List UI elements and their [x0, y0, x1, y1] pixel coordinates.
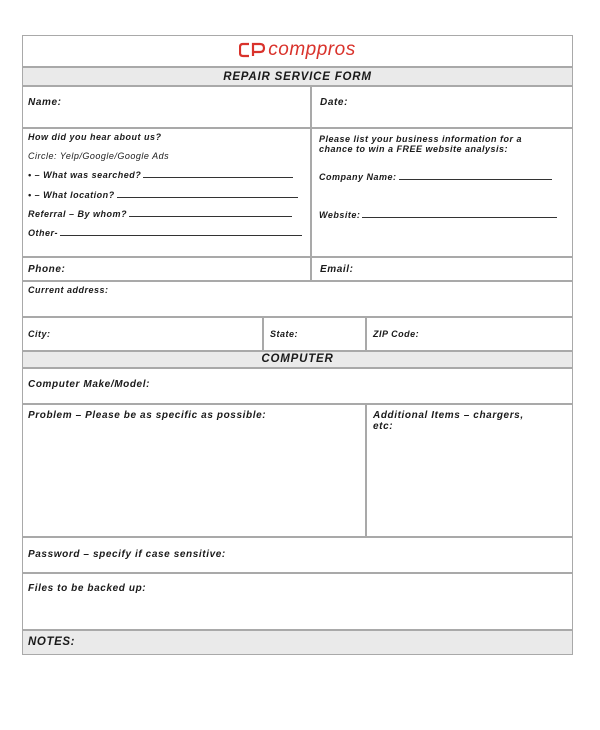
- state-label: State:: [270, 329, 299, 339]
- company-name-field[interactable]: [319, 172, 552, 182]
- form-title: REPAIR SERVICE FORM: [223, 71, 372, 83]
- page-margin-top: [0, 0, 600, 18]
- logo-row: [22, 35, 573, 67]
- phone-field[interactable]: [22, 257, 311, 281]
- other-label: Other-: [28, 228, 58, 238]
- address-label: Current address:: [28, 285, 109, 295]
- computer-heading: COMPUTER: [261, 353, 334, 365]
- phone-label: Phone:: [28, 264, 66, 275]
- circle-options[interactable]: Circle: Yelp/Google/Google Ads: [28, 151, 170, 161]
- state-field[interactable]: [263, 317, 366, 351]
- brand-logo: [23, 39, 572, 61]
- city-label: City:: [28, 329, 51, 339]
- other-line: [60, 234, 302, 236]
- searched-field[interactable]: • – What was searched?: [28, 170, 293, 180]
- brand-name: comppros: [268, 39, 356, 60]
- address-field[interactable]: [22, 281, 573, 317]
- email-field[interactable]: [311, 257, 573, 281]
- name-label: Name:: [28, 97, 62, 108]
- backup-files-label: Files to be backed up:: [28, 583, 147, 594]
- comppros-logo-icon: [239, 42, 267, 58]
- additional-items-label-line1: Additional Items – chargers,: [373, 410, 524, 421]
- notes-field[interactable]: [22, 630, 573, 655]
- repair-service-form: [22, 35, 573, 655]
- password-field[interactable]: [22, 537, 573, 573]
- company-name-label: Company Name:: [319, 172, 397, 182]
- computer-model-field[interactable]: [22, 368, 573, 404]
- city-field[interactable]: [22, 317, 263, 351]
- website-field[interactable]: [319, 210, 557, 220]
- business-prompt-line2: chance to win a FREE website analysis:: [319, 144, 509, 154]
- referral-label: Referral – By whom?: [28, 209, 128, 219]
- searched-label: What was searched?: [43, 170, 142, 180]
- additional-items-label-line2: etc:: [373, 421, 394, 432]
- additional-items-field[interactable]: [366, 404, 573, 537]
- other-field[interactable]: [28, 228, 302, 238]
- website-line: [362, 216, 557, 218]
- business-section: [311, 128, 573, 257]
- computer-heading-bar: [22, 351, 573, 368]
- referral-line: [129, 215, 292, 217]
- business-prompt-line1: Please list your business information for a: [319, 134, 523, 144]
- location-field[interactable]: • – What location?: [28, 190, 298, 200]
- computer-model-label: Computer Make/Model:: [28, 379, 151, 390]
- zip-label: ZIP Code:: [373, 329, 420, 339]
- referral-field[interactable]: [28, 209, 292, 219]
- location-line: [117, 196, 298, 198]
- date-label: Date:: [320, 97, 349, 108]
- referral-section: [22, 128, 311, 257]
- location-label: What location?: [43, 190, 115, 200]
- searched-line: [143, 176, 293, 178]
- problem-field[interactable]: [22, 404, 366, 537]
- name-field[interactable]: [22, 86, 311, 128]
- company-name-line: [399, 178, 552, 180]
- form-title-bar: [22, 67, 573, 86]
- website-label: Website:: [319, 210, 361, 220]
- email-label: Email:: [320, 264, 354, 275]
- notes-label: NOTES:: [28, 636, 76, 648]
- backup-files-field[interactable]: [22, 573, 573, 630]
- password-label: Password – specify if case sensitive:: [28, 549, 226, 560]
- problem-label: Problem – Please be as specific as possible:: [28, 410, 267, 421]
- date-field[interactable]: [311, 86, 573, 128]
- hear-question: How did you hear about us?: [28, 132, 162, 142]
- zip-field[interactable]: [366, 317, 573, 351]
